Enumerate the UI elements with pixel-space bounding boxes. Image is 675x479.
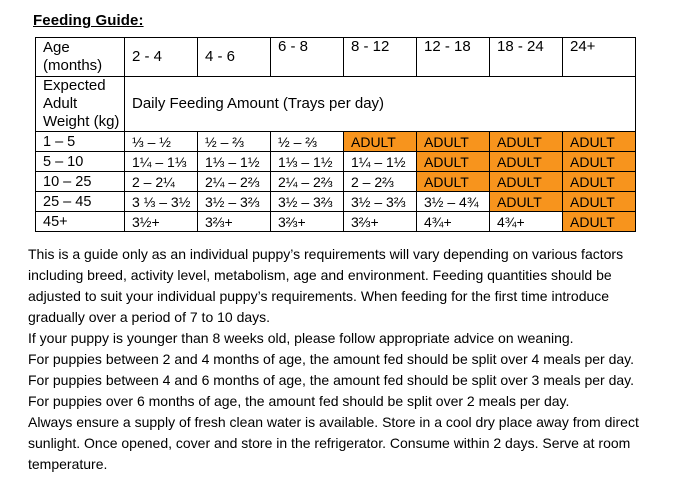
table-row [36, 212, 636, 232]
col-header-age-months [36, 38, 125, 77]
feeding-amount-cell: 1¼ – 1⅓ [125, 152, 198, 172]
adult-cell: ADULT [417, 172, 490, 192]
feeding-amount-cell: ⅓ – ½ [125, 132, 198, 152]
col-header-8-12: 8 - 12 [344, 38, 417, 77]
feeding-amount-cell: 4¾+ [490, 212, 563, 232]
feeding-amount-cell: 3 ⅓ – 3½ [125, 192, 198, 212]
feeding-amount-cell: 3⅔+ [344, 212, 417, 232]
weight-range-cell: 1 – 5 [36, 132, 125, 152]
feeding-amount-cell: 3⅔+ [198, 212, 271, 232]
age-header-row [36, 38, 636, 77]
col-header-4-6: 4 - 6 [198, 38, 271, 77]
weight-header-line-2: Adult [43, 95, 78, 112]
feeding-table-body [36, 132, 636, 232]
weight-range-cell: 45+ [36, 212, 125, 232]
feeding-amount-cell: 1¼ – 1½ [344, 152, 417, 172]
weight-range-cell: 5 – 10 [36, 152, 125, 172]
col-header-24plus: 24+ [563, 38, 636, 77]
adult-cell: ADULT [490, 152, 563, 172]
subheader-row [36, 77, 636, 132]
guidance-text [28, 244, 662, 475]
daily-feeding-amount-header: Daily Feeding Amount (Trays per day) [125, 77, 636, 132]
adult-cell: ADULT [344, 132, 417, 152]
adult-cell: ADULT [490, 132, 563, 152]
table-row [36, 132, 636, 152]
page-title: Feeding Guide: [33, 12, 144, 29]
table-row [36, 172, 636, 192]
body-paragraph: Always ensure a supply of fresh clean water is available. Store in a cool dry place away from direct sunlight. Once opened, cover and store in the refrigerator. Consume within 2 days. Serve at room temperature. [28, 414, 639, 472]
expected-weight-header [36, 77, 125, 132]
feeding-amount-cell: 3½ – 3⅔ [344, 192, 417, 212]
adult-cell: ADULT [490, 192, 563, 212]
feeding-amount-cell: 2 – 2⅔ [344, 172, 417, 192]
weight-range-cell: 10 – 25 [36, 172, 125, 192]
feeding-amount-cell: ½ – ⅔ [271, 132, 344, 152]
col-header-18-24: 18 - 24 [490, 38, 563, 77]
col-header-6-8: 6 - 8 [271, 38, 344, 77]
feeding-amount-cell: 1⅓ – 1½ [198, 152, 271, 172]
feeding-amount-cell: 3½ – 4¾ [417, 192, 490, 212]
table-row [36, 192, 636, 212]
feeding-amount-cell: 3½+ [125, 212, 198, 232]
feeding-amount-cell: 2¼ – 2⅔ [198, 172, 271, 192]
adult-cell: ADULT [417, 132, 490, 152]
feeding-amount-cell: ½ – ⅔ [198, 132, 271, 152]
adult-cell: ADULT [563, 172, 636, 192]
body-paragraph: This is a guide only as an individual puppy’s requirements will vary depending on various factors including breed, activity level, metabolism, age and environment. Feeding quantities should be adjusted to suit your individual puppy’s requirements. When feeding for the first time introduce gradually over a period of 7 to 10 days. [28, 246, 624, 325]
adult-cell: ADULT [563, 152, 636, 172]
weight-header-line-3: Weight (kg) [43, 113, 120, 130]
adult-cell: ADULT [417, 152, 490, 172]
adult-cell: ADULT [563, 212, 636, 232]
body-paragraph: For puppies between 4 and 6 months of age, the amount fed should be split over 3 meals per day. [28, 372, 635, 388]
feeding-amount-cell: 4¾+ [417, 212, 490, 232]
body-paragraph: For puppies between 2 and 4 months of age, the amount fed should be split over 4 meals per day. [28, 351, 635, 367]
age-header-line-2: (months) [43, 57, 103, 74]
adult-cell: ADULT [563, 132, 636, 152]
adult-cell: ADULT [563, 192, 636, 212]
feeding-amount-cell: 2 – 2¼ [125, 172, 198, 192]
col-header-12-18: 12 - 18 [417, 38, 490, 77]
feeding-amount-cell: 3½ – 3⅔ [271, 192, 344, 212]
feeding-amount-cell: 1⅓ – 1½ [271, 152, 344, 172]
age-header-line-1: Age [43, 39, 70, 56]
body-paragraph: For puppies over 6 months of age, the amount fed should be split over 2 meals per day. [28, 393, 570, 409]
adult-cell: ADULT [490, 172, 563, 192]
body-paragraph: If your puppy is younger than 8 weeks old, please follow appropriate advice on weaning. [28, 330, 574, 346]
feeding-guide-table [35, 37, 636, 232]
weight-range-cell: 25 – 45 [36, 192, 125, 212]
feeding-amount-cell: 3½ – 3⅔ [198, 192, 271, 212]
table-row [36, 152, 636, 172]
weight-header-line-1: Expected [43, 77, 106, 94]
col-header-2-4: 2 - 4 [125, 38, 198, 77]
feeding-amount-cell: 3⅔+ [271, 212, 344, 232]
feeding-amount-cell: 2¼ – 2⅔ [271, 172, 344, 192]
